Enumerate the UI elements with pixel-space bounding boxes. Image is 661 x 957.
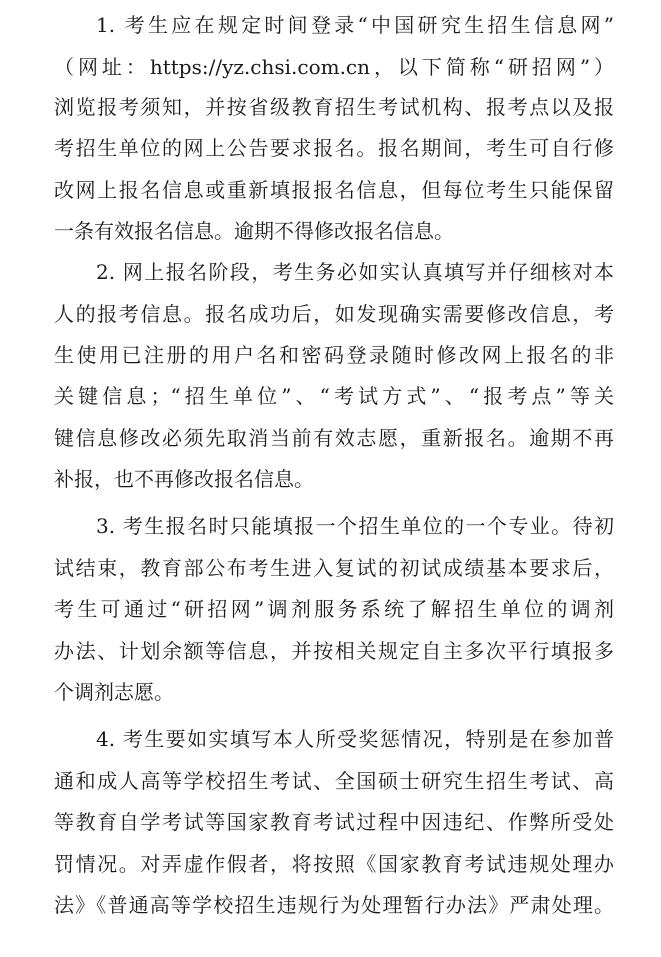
paragraph-1-line-6: 一条有效报名信息。逾期不得修改报名信息。 <box>54 219 454 243</box>
paragraph-3-line-4: 办法、计划余额等信息，并按相关规定自主多次平行填报多 <box>54 639 614 663</box>
paragraph-3-line-3: 考生可通过“研招网”调剂服务系统了解招生单位的调剂 <box>54 597 614 621</box>
paragraph-4-line-3: 等教育自学考试等国家教育考试过程中因违纪、作弊所受处 <box>54 810 614 834</box>
paragraph-2-line-6: 补报，也不再修改报名信息。 <box>54 467 314 491</box>
paragraph-2-line-3: 生使用已注册的用户名和密码登录随时修改网上报名的非 <box>54 343 614 367</box>
paragraph-1-line-4: 考招生单位的网上公告要求报名。报名期间，考生可自行修 <box>54 136 614 160</box>
paragraph-4-line-1: 4. 考生要如实填写本人所受奖惩情况，特别是在参加普 <box>96 727 614 751</box>
paragraph-4-line-5: 法》《普通高等学校招生违规行为处理暂行办法》严肃处理。 <box>54 893 614 917</box>
paragraph-4-line-4: 罚情况。对弄虚作假者，将按照《国家教育考试违规处理办 <box>54 852 614 876</box>
paragraph-4-line-2: 通和成人高等学校招生考试、全国硕士研究生招生考试、高 <box>54 769 614 793</box>
paragraph-2-line-2: 人的报考信息。报名成功后，如发现确实需要修改信息，考 <box>54 302 614 326</box>
paragraph-1-line-1: 1. 考生应在规定时间登录“中国研究生招生信息网” <box>96 13 614 37</box>
paragraph-3-line-2: 试结束，教育部公布考生进入复试的初试成绩基本要求后， <box>54 556 614 580</box>
paragraph-1-line-2: （网址：https://yz.chsi.com.cn，以下简称“研招网”） <box>54 55 614 79</box>
paragraph-2-line-4: 关键信息；“招生单位”、“考试方式”、“报考点”等关 <box>54 384 614 408</box>
paragraph-3-line-1: 3. 考生报名时只能填报一个招生单位的一个专业。待初 <box>96 514 614 538</box>
paragraph-2-line-5: 键信息修改必须先取消当前有效志愿，重新报名。逾期不再 <box>54 426 614 450</box>
paragraph-3-line-5: 个调剂志愿。 <box>54 680 174 704</box>
paragraph-2-line-1: 2. 网上报名阶段，考生务必如实认真填写并仔细核对本 <box>96 260 614 284</box>
paragraph-1-line-3: 浏览报考须知，并按省级教育招生考试机构、报考点以及报 <box>54 95 614 119</box>
paragraph-1-line-5: 改网上报名信息或重新填报报名信息，但每位考生只能保留 <box>54 178 614 202</box>
